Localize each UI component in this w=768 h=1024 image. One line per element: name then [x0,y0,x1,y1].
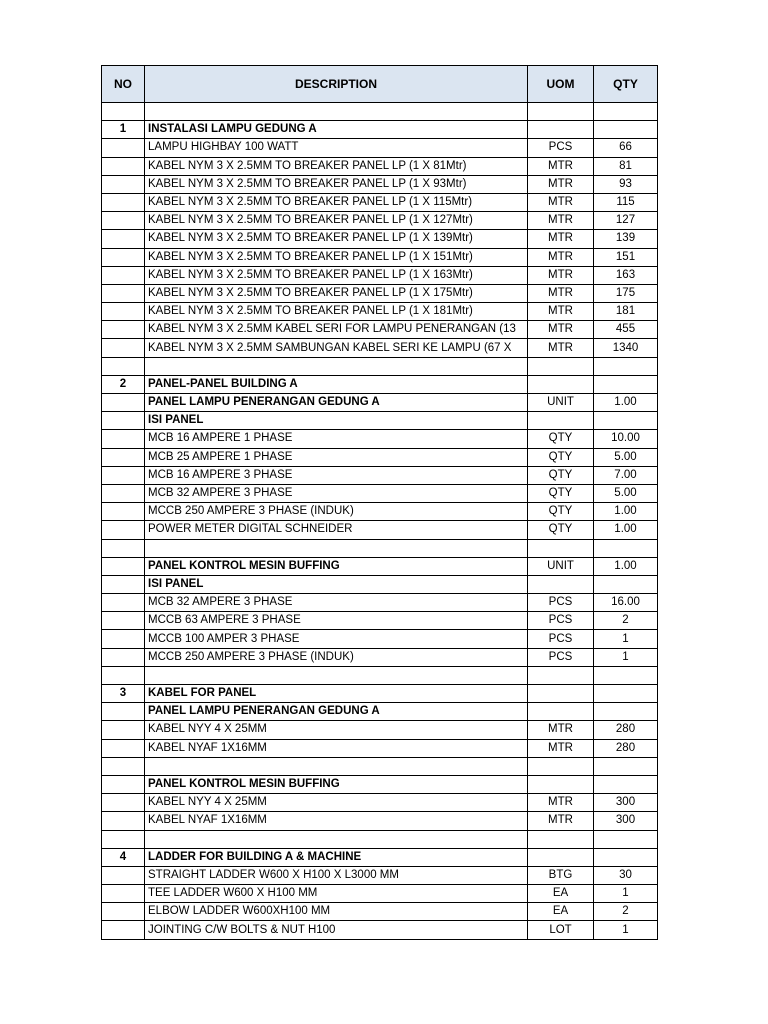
table-row [102,539,658,557]
table-row [102,248,658,266]
cell-qty: 1 [594,921,658,939]
cell-uom: QTY [528,448,594,466]
table-row [102,503,658,521]
cell-description: ISI PANEL [145,412,528,430]
cell-qty: 1.00 [594,394,658,412]
cell-uom: MTR [528,739,594,757]
cell-description: PANEL-PANEL BUILDING A [145,375,528,393]
cell-qty [594,375,658,393]
cell-qty: 175 [594,284,658,302]
cell-no [102,739,145,757]
cell-uom: UNIT [528,557,594,575]
cell-uom [528,103,594,121]
table-row [102,721,658,739]
cell-uom: EA [528,885,594,903]
cell-uom [528,375,594,393]
table-row [102,648,658,666]
cell-uom: QTY [528,430,594,448]
cell-uom [528,830,594,848]
cell-no [102,885,145,903]
table-row [102,666,658,684]
cell-qty [594,121,658,139]
cell-uom [528,703,594,721]
cell-no: 4 [102,848,145,866]
cell-no [102,575,145,593]
cell-uom: MTR [528,266,594,284]
table-row [102,685,658,703]
boq-table [101,65,658,940]
table-row [102,357,658,375]
cell-qty: 1 [594,630,658,648]
cell-description: MCCB 250 AMPERE 3 PHASE (INDUK) [145,648,528,666]
cell-no [102,775,145,793]
cell-description: KABEL NYM 3 X 2.5MM TO BREAKER PANEL LP (1 X 139Mtr) [145,230,528,248]
cell-description: LAMPU HIGHBAY 100 WATT [145,139,528,157]
table-row [102,139,658,157]
table-row [102,794,658,812]
table-row [102,630,658,648]
cell-uom [528,575,594,593]
cell-uom: MTR [528,303,594,321]
cell-no [102,193,145,211]
cell-no [102,230,145,248]
cell-no [102,448,145,466]
cell-qty [594,103,658,121]
cell-no [102,212,145,230]
cell-qty: 1.00 [594,521,658,539]
cell-qty: 66 [594,139,658,157]
cell-description: MCB 16 AMPERE 3 PHASE [145,466,528,484]
cell-qty [594,685,658,703]
table-row [102,394,658,412]
cell-description: KABEL NYM 3 X 2.5MM TO BREAKER PANEL LP (1 X 163Mtr) [145,266,528,284]
cell-no [102,394,145,412]
cell-uom: QTY [528,484,594,502]
cell-uom: MTR [528,157,594,175]
cell-description: JOINTING C/W BOLTS & NUT H100 [145,921,528,939]
cell-description [145,757,528,775]
table-row [102,703,658,721]
cell-description: KABEL NYAF 1X16MM [145,812,528,830]
cell-no [102,266,145,284]
table-row [102,230,658,248]
cell-no: 3 [102,685,145,703]
cell-uom: QTY [528,503,594,521]
cell-description: MCCB 63 AMPERE 3 PHASE [145,612,528,630]
cell-description: MCB 32 AMPERE 3 PHASE [145,484,528,502]
cell-uom: BTG [528,866,594,884]
cell-description: MCB 16 AMPERE 1 PHASE [145,430,528,448]
cell-uom [528,121,594,139]
cell-no [102,648,145,666]
cell-description [145,357,528,375]
cell-no [102,703,145,721]
cell-qty: 1.00 [594,557,658,575]
cell-description: KABEL NYM 3 X 2.5MM TO BREAKER PANEL LP (1 X 151Mtr) [145,248,528,266]
table-row [102,412,658,430]
cell-uom: MTR [528,794,594,812]
cell-no [102,503,145,521]
cell-description [145,103,528,121]
cell-no [102,921,145,939]
cell-uom: MTR [528,284,594,302]
cell-qty: 127 [594,212,658,230]
cell-uom: MTR [528,721,594,739]
table-row [102,594,658,612]
cell-qty: 5.00 [594,448,658,466]
table-row [102,157,658,175]
cell-uom: PCS [528,630,594,648]
cell-description [145,830,528,848]
cell-description: MCCB 100 AMPER 3 PHASE [145,630,528,648]
table-row [102,266,658,284]
table-row [102,521,658,539]
cell-description: KABEL FOR PANEL [145,685,528,703]
cell-uom: QTY [528,466,594,484]
cell-qty: 115 [594,193,658,211]
cell-uom: MTR [528,212,594,230]
table-row [102,339,658,357]
table-row [102,193,658,211]
table-row [102,921,658,939]
cell-qty: 1 [594,648,658,666]
cell-uom: LOT [528,921,594,939]
cell-qty: 280 [594,721,658,739]
cell-no [102,321,145,339]
table-row [102,448,658,466]
cell-description: PANEL KONTROL MESIN BUFFING [145,557,528,575]
header-row [102,66,658,103]
cell-qty: 1 [594,885,658,903]
cell-description [145,539,528,557]
cell-description: ELBOW LADDER W600XH100 MM [145,903,528,921]
cell-no [102,339,145,357]
cell-description: KABEL NYY 4 X 25MM [145,794,528,812]
cell-no [102,830,145,848]
cell-description: TEE LADDER W600 X H100 MM [145,885,528,903]
table-row [102,212,658,230]
cell-description: KABEL NYM 3 X 2.5MM TO BREAKER PANEL LP (1 X 127Mtr) [145,212,528,230]
table-row [102,612,658,630]
cell-description: STRAIGHT LADDER W600 X H100 X L3000 MM [145,866,528,884]
cell-qty: 10.00 [594,430,658,448]
table-row [102,103,658,121]
table-row [102,284,658,302]
table-row [102,848,658,866]
cell-qty [594,848,658,866]
table-row [102,575,658,593]
cell-description: POWER METER DIGITAL SCHNEIDER [145,521,528,539]
cell-description: MCB 32 AMPERE 3 PHASE [145,594,528,612]
cell-description: LADDER FOR BUILDING A & MACHINE [145,848,528,866]
cell-description: PANEL LAMPU PENERANGAN GEDUNG A [145,703,528,721]
cell-uom [528,539,594,557]
cell-qty: 1340 [594,339,658,357]
cell-uom: MTR [528,175,594,193]
cell-no: 1 [102,121,145,139]
cell-no [102,866,145,884]
cell-qty: 81 [594,157,658,175]
cell-description: KABEL NYM 3 X 2.5MM SAMBUNGAN KABEL SERI KE LAMPU (67 X [145,339,528,357]
cell-description: KABEL NYM 3 X 2.5MM TO BREAKER PANEL LP (1 X 93Mtr) [145,175,528,193]
cell-description: PANEL KONTROL MESIN BUFFING [145,775,528,793]
cell-uom: MTR [528,339,594,357]
cell-no [102,594,145,612]
table-row [102,303,658,321]
cell-qty: 163 [594,266,658,284]
cell-description: KABEL NYY 4 X 25MM [145,721,528,739]
table-row [102,557,658,575]
cell-uom: UNIT [528,394,594,412]
cell-description: KABEL NYAF 1X16MM [145,739,528,757]
cell-no [102,630,145,648]
table-row [102,885,658,903]
cell-qty: 455 [594,321,658,339]
cell-no [102,521,145,539]
cell-uom: PCS [528,594,594,612]
table-row [102,757,658,775]
cell-no [102,757,145,775]
cell-qty: 2 [594,612,658,630]
cell-qty: 151 [594,248,658,266]
cell-no [102,103,145,121]
cell-uom [528,685,594,703]
cell-no [102,139,145,157]
cell-no [102,175,145,193]
cell-qty: 93 [594,175,658,193]
cell-uom: PCS [528,139,594,157]
cell-uom [528,848,594,866]
cell-description: KABEL NYM 3 X 2.5MM TO BREAKER PANEL LP (1 X 175Mtr) [145,284,528,302]
cell-qty: 7.00 [594,466,658,484]
cell-no [102,357,145,375]
cell-description: KABEL NYM 3 X 2.5MM TO BREAKER PANEL LP (1 X 181Mtr) [145,303,528,321]
cell-no [102,557,145,575]
table-row [102,321,658,339]
cell-uom: MTR [528,248,594,266]
table-row [102,121,658,139]
cell-description: KABEL NYM 3 X 2.5MM TO BREAKER PANEL LP (1 X 81Mtr) [145,157,528,175]
cell-uom: MTR [528,812,594,830]
cell-description: ISI PANEL [145,575,528,593]
header-no: NO [102,66,145,103]
cell-no [102,303,145,321]
cell-qty [594,666,658,684]
cell-no [102,284,145,302]
table-row [102,866,658,884]
cell-no [102,539,145,557]
cell-uom: QTY [528,521,594,539]
cell-qty: 300 [594,812,658,830]
cell-no [102,721,145,739]
cell-uom [528,775,594,793]
cell-uom [528,666,594,684]
table-row [102,903,658,921]
table-row [102,484,658,502]
table-row [102,812,658,830]
cell-qty: 16.00 [594,594,658,612]
cell-qty [594,412,658,430]
cell-no [102,666,145,684]
cell-no [102,812,145,830]
cell-description: MCB 25 AMPERE 1 PHASE [145,448,528,466]
cell-no [102,412,145,430]
cell-qty: 5.00 [594,484,658,502]
cell-qty [594,575,658,593]
cell-qty [594,757,658,775]
cell-qty [594,539,658,557]
cell-qty: 300 [594,794,658,812]
cell-uom: MTR [528,321,594,339]
cell-no [102,794,145,812]
table-row [102,175,658,193]
table-row [102,739,658,757]
cell-qty [594,357,658,375]
cell-no [102,466,145,484]
cell-qty [594,703,658,721]
table-row [102,466,658,484]
cell-qty: 30 [594,866,658,884]
table-row [102,430,658,448]
table-row [102,830,658,848]
header-description: DESCRIPTION [145,66,528,103]
header-qty: QTY [594,66,658,103]
table-body [102,103,658,940]
cell-uom [528,357,594,375]
table-row [102,375,658,393]
cell-uom: MTR [528,193,594,211]
cell-uom: EA [528,903,594,921]
cell-qty: 2 [594,903,658,921]
cell-no [102,157,145,175]
cell-uom: PCS [528,612,594,630]
table-row [102,775,658,793]
cell-qty: 280 [594,739,658,757]
cell-no [102,903,145,921]
cell-no [102,430,145,448]
cell-qty: 139 [594,230,658,248]
cell-description: PANEL LAMPU PENERANGAN GEDUNG A [145,394,528,412]
cell-description: INSTALASI LAMPU GEDUNG A [145,121,528,139]
cell-description: KABEL NYM 3 X 2.5MM TO BREAKER PANEL LP (1 X 115Mtr) [145,193,528,211]
cell-qty [594,830,658,848]
cell-description: KABEL NYM 3 X 2.5MM KABEL SERI FOR LAMPU PENERANGAN (13 [145,321,528,339]
cell-uom: MTR [528,230,594,248]
cell-uom [528,757,594,775]
cell-no [102,248,145,266]
cell-uom: PCS [528,648,594,666]
cell-description [145,666,528,684]
cell-qty: 1.00 [594,503,658,521]
cell-no: 2 [102,375,145,393]
cell-qty [594,775,658,793]
cell-no [102,484,145,502]
cell-no [102,612,145,630]
cell-uom [528,412,594,430]
cell-qty: 181 [594,303,658,321]
cell-description: MCCB 250 AMPERE 3 PHASE (INDUK) [145,503,528,521]
header-uom: UOM [528,66,594,103]
